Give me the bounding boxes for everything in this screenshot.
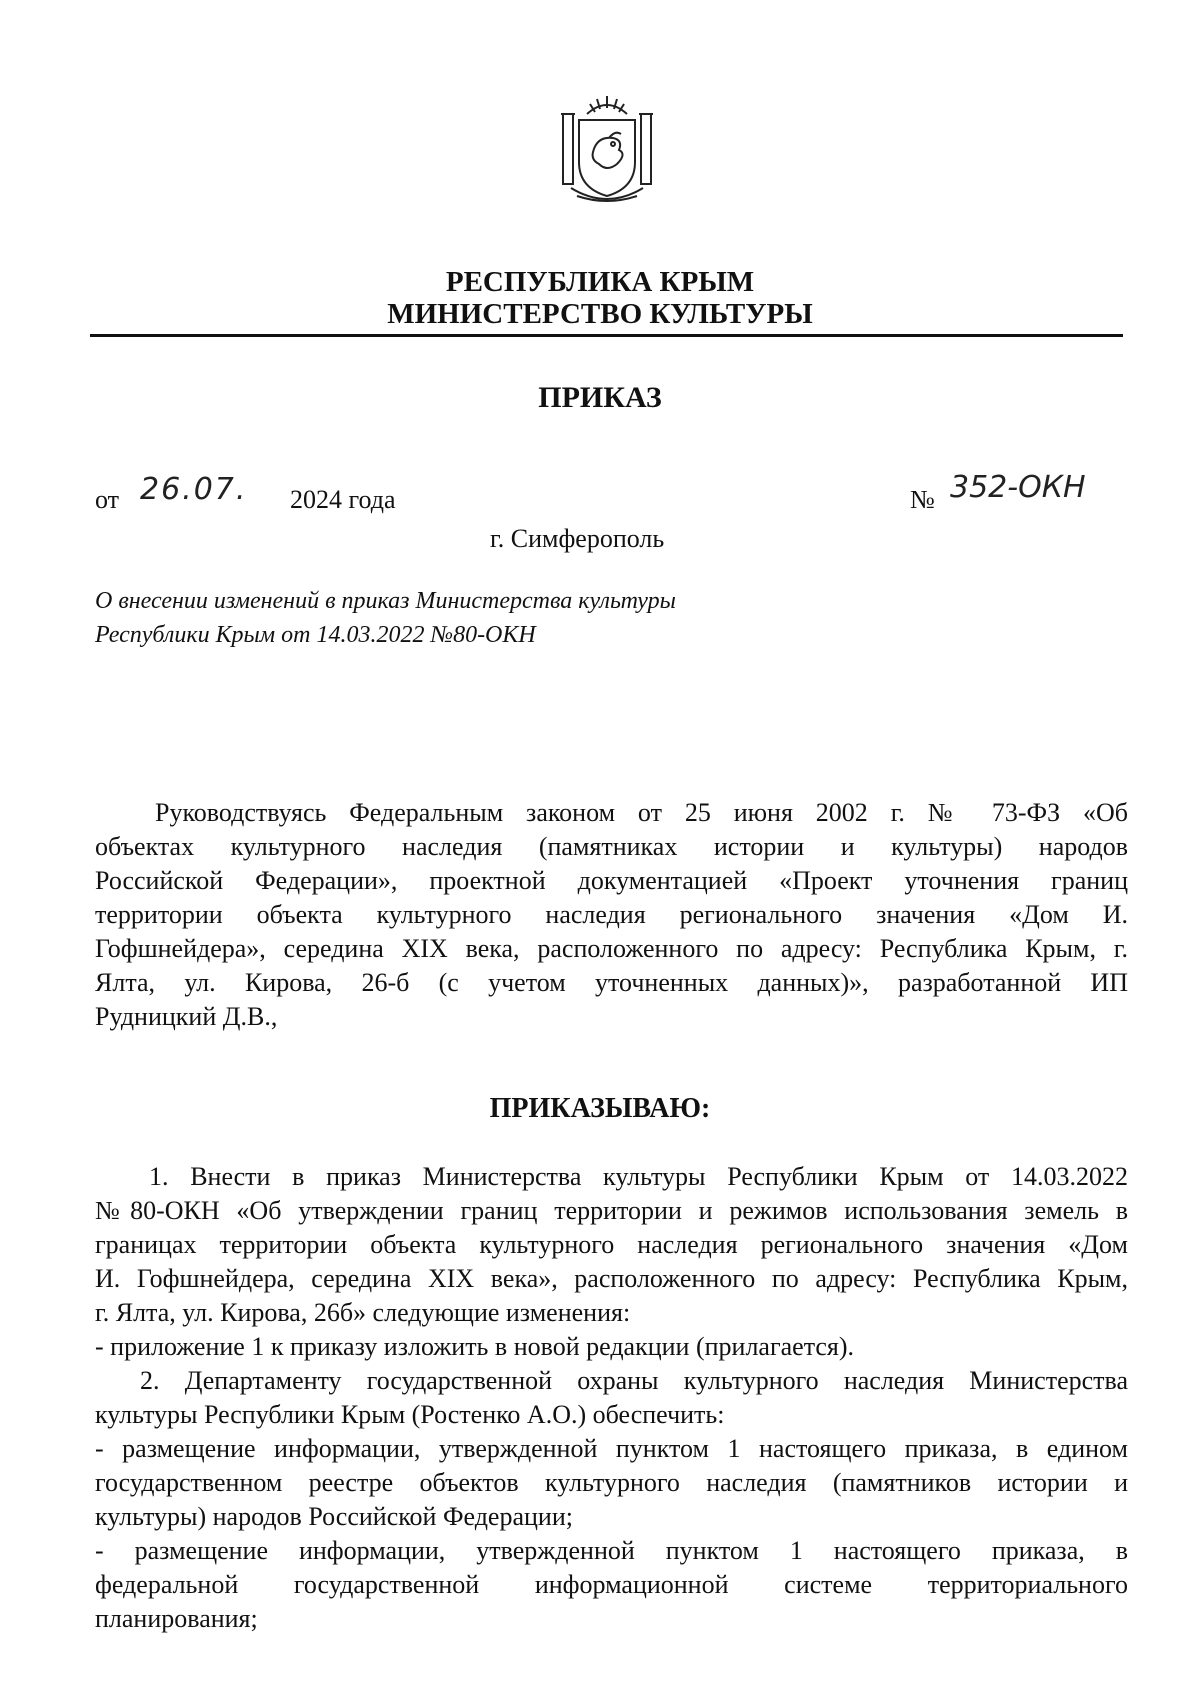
text-line: культуры Республики Крым (Ростенко А.О.) обеспечить: [95, 1400, 725, 1429]
text-line: культуры) народов Российской Федерации; [95, 1502, 573, 1531]
handwritten-order-number: 352-ОКН [950, 470, 1086, 505]
date-prefix: от [95, 485, 120, 514]
text-line: г. Ялта, ул. Кирова, 26б» следующие изменения: [95, 1298, 631, 1327]
order-directive-heading: ПРИКАЗЫВАЮ: [489, 1093, 711, 1124]
number-sign: № [910, 485, 935, 514]
text-line: - размещение информации, утвержденной пунктом 1 настоящего приказа, в едином [95, 1434, 1128, 1463]
text-line: Руководствуясь Федеральным законом от 25 июня 2002 г. № 73-ФЗ «Об [155, 798, 1128, 827]
organization-region: РЕСПУБЛИКА КРЫМ [445, 266, 755, 298]
order-subject [95, 584, 676, 652]
text-line: №80-ОКН «Об утверждении границ территории и режимов использования земель в [95, 1196, 1128, 1225]
text-line: границах территории объекта культурного наследия регионального значения «Дом [95, 1230, 1128, 1259]
text-line: 2. Департаменту государственной охраны культурного наследия Министерства [140, 1366, 1128, 1395]
coat-of-arms-icon [557, 92, 657, 210]
text-line: Гофшнейдера», середина XIX века, расположенного по адресу: Республика Крым, г. [95, 934, 1128, 963]
header-divider [90, 334, 1123, 337]
document-type-title: ПРИКАЗ [538, 381, 662, 414]
preamble-paragraph [95, 796, 1128, 1034]
text-line: объектах культурного наследия (памятниках истории и культуры) народов [95, 832, 1128, 861]
text-line: - размещение информации, утвержденной пунктом 1 настоящего приказа, в [95, 1536, 1128, 1565]
text-line: Российской Федерации», проектной документацией «Проект уточнения границ [95, 866, 1128, 895]
subject-line: О внесении изменений в приказ Министерства культуры [95, 588, 676, 614]
text-line: Ялта, ул. Кирова, 26-б (с учетом уточненных данных)», разработанной ИП [95, 968, 1128, 997]
text-line: планирования; [95, 1604, 258, 1633]
text-line: государственном реестре объектов культурного наследия (памятников истории и [95, 1468, 1128, 1497]
organization-ministry: МИНИСТЕРСТВО КУЛЬТУРЫ [387, 298, 813, 330]
text-line: 1. Внести в приказ Министерства культуры Республики Крым от 14.03.2022 [149, 1162, 1128, 1191]
date-year: 2024 года [290, 485, 396, 514]
text-line: - приложение 1 к приказу изложить в новой редакции (прилагается). [95, 1332, 855, 1361]
handwritten-date: 26.07. [140, 472, 248, 507]
order-items [95, 1160, 1128, 1636]
text-line: И. Гофшнейдера, середина XIX века», расположенного по адресу: Республика Крым, [95, 1264, 1128, 1293]
text-line: территории объекта культурного наследия регионального значения «Дом И. [95, 900, 1128, 929]
text-line: Рудницкий Д.В., [95, 1002, 278, 1031]
text-line: федеральной государственной информационной системе территориального [95, 1570, 1128, 1599]
subject-line: Республики Крым от 14.03.2022 №80-ОКН [95, 622, 536, 648]
issue-city: г. Симферополь [490, 524, 665, 553]
